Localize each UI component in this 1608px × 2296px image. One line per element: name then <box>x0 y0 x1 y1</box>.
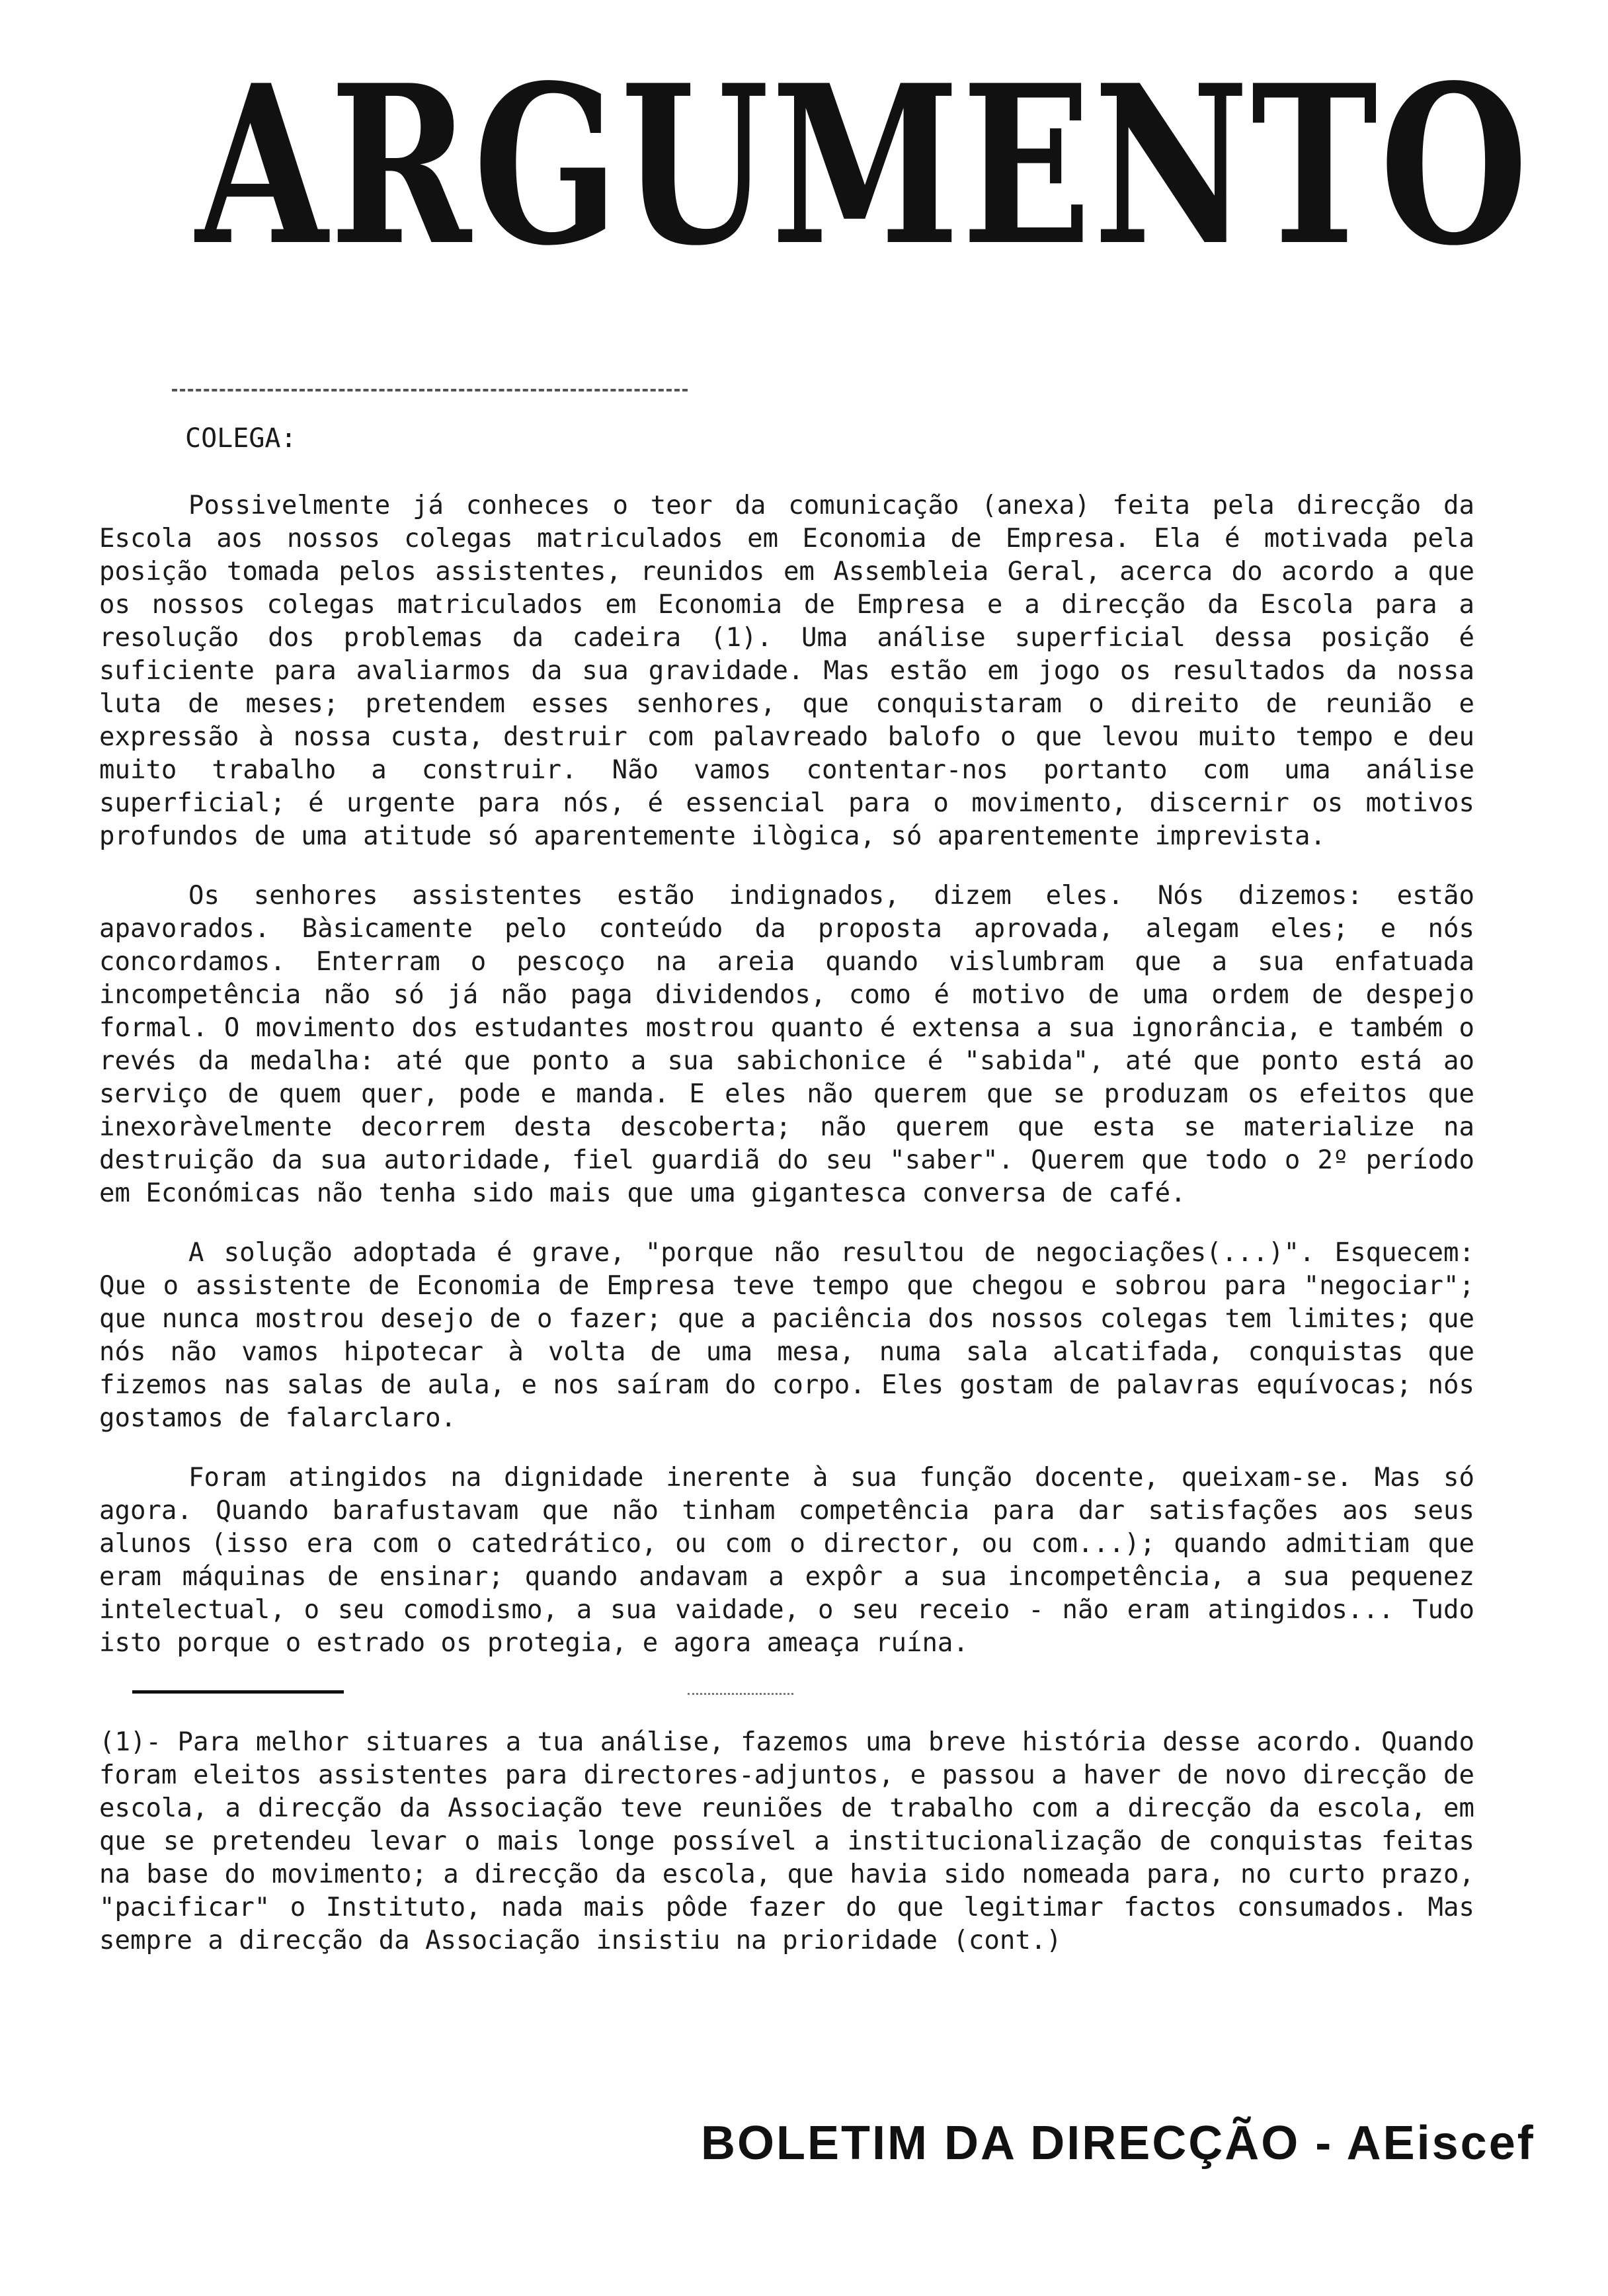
separator-line <box>172 389 688 391</box>
letter-body <box>99 489 1474 1686</box>
salutation: COLEGA: <box>185 423 297 454</box>
masthead-title: ARGUMENTO <box>195 37 1531 294</box>
paragraph-3: A solução adoptada é grave, "porque não resultou de negociações(...)". Esquecem: Que o assistente de Economia de Empresa teve tempo que chegou e sobrou para "negociar"; que nunca mostrou desejo de o fazer; que a paciência dos nossos colegas tem limites; que nós não vamos hipotecar à volta de uma mesa, numa sala alcatifada, conquistas que fizemos nas salas de aula, e nos saíram do corpo. Eles gostam de palavras equívocas; nós gostamos de falarclaro. <box>99 1238 1474 1433</box>
footnote-dotted-rule <box>688 1693 793 1695</box>
bulletin-footer: BOLETIM DA DIRECÇÃO - AEiscef <box>701 2117 1535 2170</box>
paragraph-4: Foram atingidos na dignidade inerente à sua função docente, queixam-se. Mas só agora. Quando barafustavam que não tinham competência para dar satisfações aos seus alunos (isso era com o catedrático, ou com o director, ou com...); quando admitiam que eram máquinas de ensinar; quando andavam a expôr a sua incompetência, a sua pequenez intelectual, o seu comodismo, a sua vaidade, o seu receio - não eram atingidos... Tudo isto porque o estrado os protegia, e agora ameaça ruína. <box>99 1463 1474 1658</box>
footnote-rule <box>132 1690 344 1694</box>
paragraph-1: Possivelmente já conheces o teor da comunicação (anexa) feita pela direcção da Escola aos nossos colegas matriculados em Economia de Empresa. Ela é motivada pela posição tomada pelos assistentes, reunidos em Assembleia Geral, acerca do acordo a que os nossos colegas matriculados em Economia de Empresa e a direcção da Escola para a resolução dos problemas da cadeira (1). Uma análise superficial dessa posição é suficiente para avaliarmos da sua gravidade. Mas estão em jogo os resultados da nossa luta de meses; pretendem esses senhores, que conquistaram o direito de reunião e expressão à nossa custa, destruir com palavreado balofo o que levou muito tempo e deu muito trabalho a construir. Não vamos contentar-nos portanto com uma análise superficial; é urgente para nós, é essencial para o movimento, discernir os motivos profundos de uma atitude só aparentemente ilògica, só aparentemente imprevista. <box>99 491 1474 851</box>
footnote: (1)- Para melhor situares a tua análise, fazemos uma breve história desse acordo. Quando foram eleitos assistentes para directores-adjuntos, e passou a haver de novo direcção de escola, a direcção da Associação teve reuniões de trabalho com a direcção da escola, em que se pretendeu levar o mais longe possível a institucionalização de conquistas feitas na base do movimento; a direcção da escola, que havia sido nomeada para, no curto prazo, "pacificar" o Instituto, nada mais pôde fazer do que legitimar factos consumados. Mas sempre a direcção da Associação insistiu na prioridade (cont.) <box>99 1727 1474 1955</box>
paragraph-2: Os senhores assistentes estão indignados, dizem eles. Nós dizemos: estão apavorados. Bàsicamente pelo conteúdo da proposta aprovada, alegam eles; e nós concordamos. Enterram o pescoço na areia quando vislumbram que a sua enfatuada incompetência não só já não paga dividendos, como é motivo de uma ordem de despejo formal. O movimento dos estudantes mostrou quanto é extensa a sua ignorância, e também o revés da medalha: até que ponto a sua sabichonice é "sabida", até que ponto está ao serviço de quem quer, pode e manda. E eles não querem que se produzam os efeitos que inexoràvelmente decorrem desta descoberta; não querem que esta se materialize na destruição da sua autoridade, fiel guardiã do seu "saber". Querem que todo o 2º período em Económicas não tenha sido mais que uma gigantesca conversa de café. <box>99 881 1474 1208</box>
